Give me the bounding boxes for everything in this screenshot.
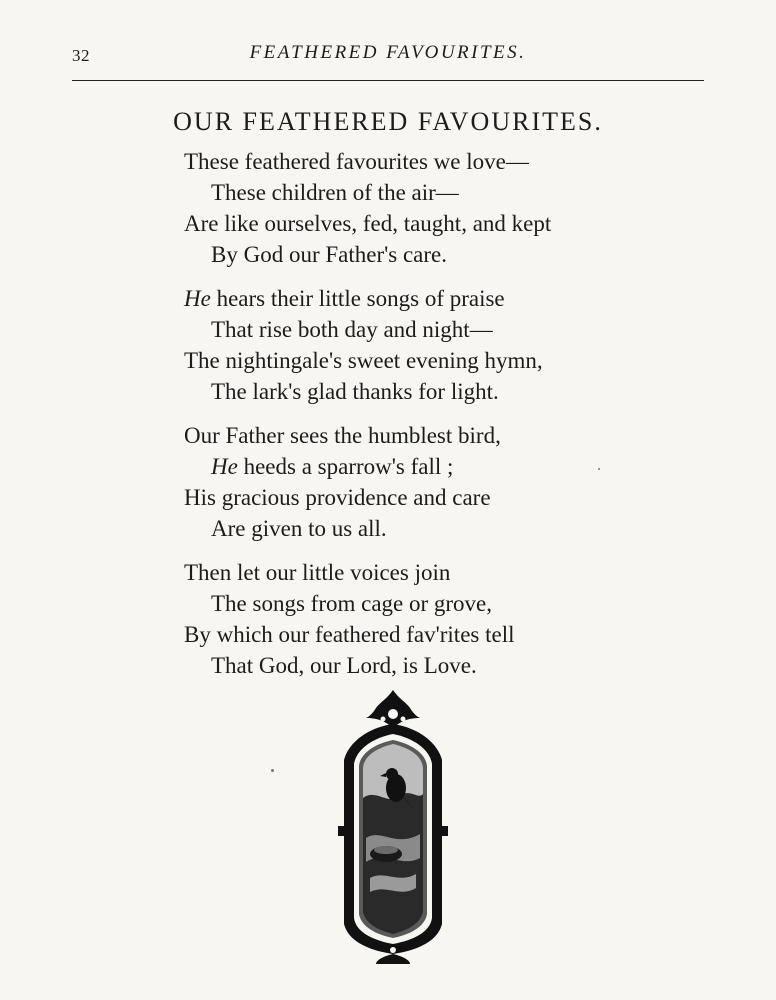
stanza — [184, 557, 664, 681]
page-speck — [271, 769, 274, 772]
running-title: FEATHERED FAVOURITES. — [249, 42, 527, 63]
poem-line-text: The lark's glad thanks for light. — [211, 379, 499, 404]
poem-line — [184, 376, 664, 407]
vignette — [336, 688, 450, 966]
poem-line — [184, 650, 664, 681]
poem-line — [184, 588, 664, 619]
emphasized-word: He — [211, 454, 238, 479]
poem-body — [184, 146, 664, 694]
stanza — [184, 146, 664, 270]
page-speck — [598, 468, 600, 470]
poem-line-text: hears their little songs of praise — [210, 286, 505, 311]
poem-line-text: heeds a sparrow's fall ; — [237, 454, 454, 479]
poem-line — [184, 451, 664, 482]
poem-line — [184, 283, 664, 314]
poem-line — [184, 345, 664, 376]
poem-line-text: Are like ourselves, fed, taught, and kept — [184, 211, 552, 236]
poem-line — [184, 619, 664, 650]
header-rule — [72, 80, 704, 81]
running-header — [72, 40, 704, 72]
poem-line — [184, 314, 664, 345]
poem-line-text: These feathered favourites we love— — [184, 149, 529, 174]
poem-line — [184, 146, 664, 177]
poem-line — [184, 482, 664, 513]
poem-line-text: By God our Father's care. — [211, 242, 447, 267]
poem-line-text: Our Father sees the humblest bird, — [184, 423, 501, 448]
poem-line-text: These children of the air— — [211, 180, 459, 205]
poem-line — [184, 557, 664, 588]
poem-line-text: His gracious providence and care — [184, 485, 491, 510]
poem-line — [184, 208, 664, 239]
stanza — [184, 420, 664, 544]
poem-line — [184, 177, 664, 208]
page-number: 32 — [72, 46, 90, 65]
poem-line-text: That God, our Lord, is Love. — [211, 653, 477, 678]
poem-title: OUR FEATHERED FAVOURITES. — [173, 107, 603, 136]
poem-line-text: The songs from cage or grove, — [211, 591, 493, 616]
poem-line — [184, 239, 664, 270]
poem-line-text: By which our feathered fav'rites tell — [184, 622, 515, 647]
poem-line-text: The nightingale's sweet evening hymn, — [184, 348, 543, 373]
emphasized-word: He — [184, 286, 211, 311]
poem-line-text: That rise both day and night— — [211, 317, 493, 342]
poem-line — [184, 420, 664, 451]
stanza — [184, 283, 664, 407]
bird-vignette-icon — [336, 688, 450, 966]
poem-line — [184, 513, 664, 544]
poem-line-text: Are given to us all. — [211, 516, 387, 541]
poem-line-text: Then let our little voices join — [184, 560, 451, 585]
